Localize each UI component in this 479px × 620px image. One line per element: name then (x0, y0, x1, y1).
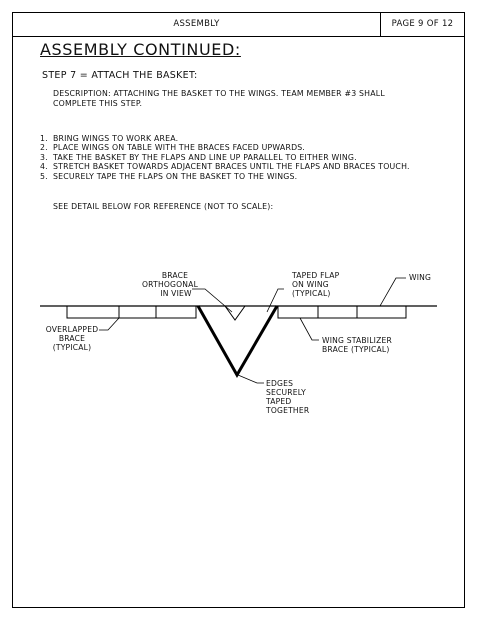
svg-text:(TYPICAL): (TYPICAL) (52, 343, 92, 352)
label-overlapped-brace (46, 325, 99, 352)
svg-text:BRACE (TYPICAL): BRACE (TYPICAL) (322, 345, 390, 354)
right-brace-row (278, 306, 406, 318)
header-title: ASSEMBLY (13, 13, 381, 36)
svg-text:BRACE: BRACE (161, 271, 189, 280)
svg-text:EDGES: EDGES (266, 379, 294, 388)
section-title: ASSEMBLY CONTINUED: (40, 40, 241, 59)
step-number: 5. (40, 171, 48, 181)
page-number: PAGE 9 OF 12 (391, 19, 454, 29)
svg-text:SECURELY: SECURELY (266, 388, 307, 397)
svg-text:WING: WING (409, 273, 432, 282)
step-text: SECURELY TAPE THE FLAPS ON THE BASKET TO THE WINGS. (53, 171, 298, 181)
label-edges-taped (265, 379, 310, 415)
step-text: STRETCH BASKET TOWARDS ADJACENT BRACES UNTIL THE FLAPS AND BRACES TOUCH. (53, 162, 410, 172)
step-text: PLACE WINGS ON TABLE WITH THE BRACES FACED UPWARDS. (53, 143, 306, 153)
step-text: TAKE THE BASKET BY THE FLAPS AND LINE UP PARALLEL TO EITHER WING. (53, 152, 357, 162)
svg-text:TAPED: TAPED (266, 397, 292, 406)
label-taped-flap (291, 271, 340, 298)
svg-text:TAPED FLAP: TAPED FLAP (292, 271, 340, 280)
step-number: 1. (40, 134, 48, 143)
step-number: 2. (40, 143, 48, 153)
svg-text:ORTHOGONAL: ORTHOGONAL (142, 280, 198, 289)
step-number: 3. (40, 152, 48, 162)
svg-text:WING STABILIZER: WING STABILIZER (322, 336, 392, 345)
step-number: 4. (40, 162, 48, 172)
svg-text:TOGETHER: TOGETHER (266, 406, 310, 415)
svg-text:OVERLAPPED: OVERLAPPED (45, 325, 99, 334)
step-description: DESCRIPTION: ATTACHING THE BASKET TO THE WINGS. TEAM MEMBER #3 SHALL COMPLETE THIS STEP. (53, 89, 385, 108)
leader-lines (99, 278, 406, 383)
left-brace-row (67, 306, 196, 318)
step-title: STEP 7 = ATTACH THE BASKET: (42, 70, 198, 81)
svg-text:BRACE: BRACE (58, 334, 86, 343)
label-wing (409, 273, 431, 282)
label-brace-orthogonal (142, 271, 199, 298)
step-text: BRING WINGS TO WORK AREA. (53, 134, 179, 143)
svg-text:ON WING: ON WING (292, 280, 329, 289)
svg-text:IN VIEW: IN VIEW (160, 289, 192, 298)
reference-note: SEE DETAIL BELOW FOR REFERENCE (NOT TO SCALE): (53, 202, 274, 211)
svg-text:(TYPICAL): (TYPICAL) (292, 289, 331, 298)
label-wing-stabilizer (322, 336, 393, 354)
